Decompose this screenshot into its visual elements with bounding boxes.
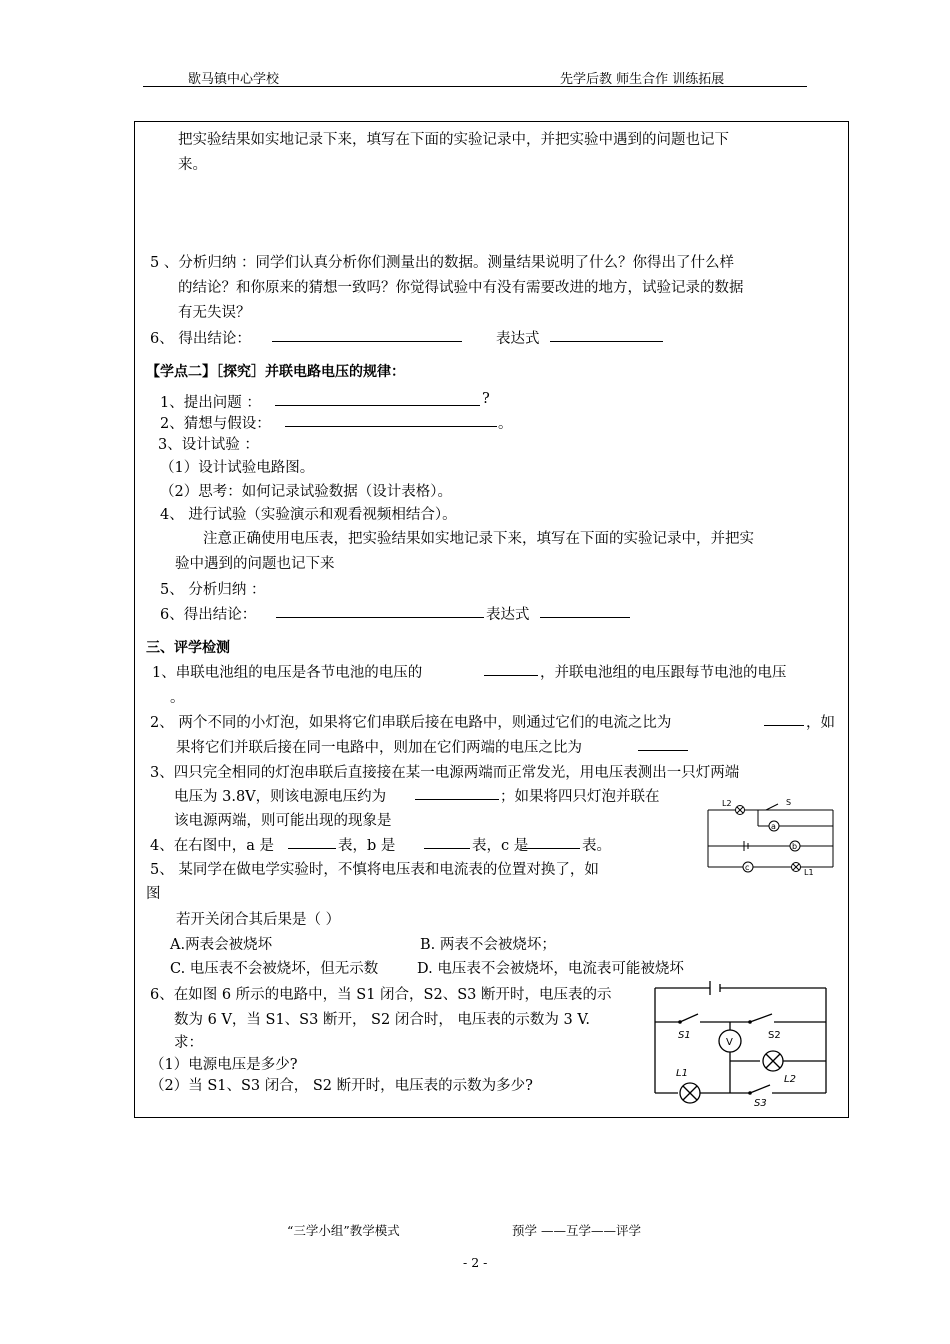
label-s1: S1 — [678, 1030, 691, 1041]
question-label: 6、得出结论： — [160, 607, 257, 623]
label-s2: S2 — [768, 1030, 781, 1041]
answer-blank[interactable] — [764, 711, 804, 726]
header-rule — [143, 86, 807, 87]
exercise-text: 1、串联电池组的电压是各节电池的电压的 — [152, 665, 423, 681]
answer-blank[interactable] — [288, 834, 336, 849]
exercise-text: 果将它们并联后接在同一电路中，则加在它们两端的电压之比为 — [176, 740, 582, 756]
exercise-text: 4、在右图中，a 是 — [150, 838, 274, 854]
question-end: ? — [482, 391, 490, 407]
answer-blank[interactable] — [638, 736, 688, 751]
answer-blank[interactable] — [285, 412, 497, 427]
footer-left: “三学小组”教学模式 — [287, 1223, 400, 1238]
exercise-text: 5、 某同学在做电学实验时，不慎将电压表和电流表的位置对换了，如 — [150, 862, 599, 878]
conclusion-blank[interactable] — [272, 327, 462, 342]
paragraph-line: 验中遇到的问题也记下来 — [175, 556, 335, 572]
paragraph-line: 有无失误？ — [178, 305, 251, 321]
option-b: B. 两表不会被烧坏； — [420, 937, 556, 953]
paragraph-line: 的结论？和你原来的猜想一致吗？你觉得试验中有没有需要改进的地方，试验记录的数据 — [178, 280, 744, 296]
exercise-text: 2、 两个不同的小灯泡，如果将它们串联后接在电路中，则通过它们的电流之比为 — [150, 715, 672, 731]
exercise-text: 6、在如图 6 所示的电路中，当 S1 闭合，S2、S3 断开时，电压表的示 — [150, 987, 612, 1003]
circuit-diagram-2 — [650, 978, 835, 1110]
question-label: 5、 分析归纳 ： — [160, 582, 266, 598]
exercise-text: 表。 — [582, 838, 611, 854]
exercise-text: 图 — [146, 886, 161, 902]
header-motto: 先学后教 师生合作 训练拓展 — [560, 72, 725, 87]
label-l1: L1 — [676, 1068, 688, 1079]
meter-a: a — [771, 822, 776, 831]
expression-blank[interactable] — [540, 603, 630, 618]
section-title: 【学点二】［探究］并联电路电压的规律： — [146, 364, 405, 380]
label-s: S — [786, 798, 792, 807]
paragraph-line: 注意正确使用电压表，把实验结果如实地记录下来，填写在下面的实验记录中，并把实 — [203, 531, 754, 547]
footer-right: 预学 ——互学——评学 — [512, 1223, 641, 1238]
exercise-text: 。 — [170, 690, 185, 706]
answer-blank[interactable] — [415, 785, 499, 800]
option-a: A.两表会被烧坏 — [170, 937, 273, 953]
question-end: 。 — [498, 416, 513, 432]
voltmeter-label: V — [726, 1037, 733, 1048]
exercise-text: 该电源两端，则可能出现的现象是 — [174, 813, 392, 829]
exercise-text: ，并联电池组的电压跟每节电池的电压 — [540, 665, 787, 681]
exercise-text: 3、四只完全相同的灯泡串联后直接接在某一电源两端而正常发光，用电压表测出一只灯两端 — [150, 765, 740, 781]
expression-label: 表达式 — [486, 607, 530, 623]
exercise-text: ，如 — [806, 715, 835, 731]
question-label: 4、 进行试验（实验演示和观看视频相结合）。 — [160, 507, 457, 523]
paragraph-line: 来。 — [178, 157, 207, 173]
circuit-diagram-1 — [700, 795, 840, 885]
label-l2: L2 — [722, 799, 732, 808]
label-l2: L2 — [784, 1074, 796, 1085]
option-c: C. 电压表不会被烧坏，但无示数 — [170, 961, 379, 977]
meter-b: b — [792, 842, 798, 851]
question-item: （1）设计试验电路图。 — [160, 460, 315, 476]
page-number: - 2 - — [463, 1255, 488, 1270]
answer-blank[interactable] — [275, 391, 480, 406]
exercise-text: （1）电源电压是多少? — [150, 1057, 298, 1073]
expression-label: 表达式 — [496, 331, 540, 347]
paragraph-line: 5 、分析归纳 ：同学们认真分析你们测量出的数据。测量结果说明了什么？你得出了什么样 — [150, 255, 734, 271]
question-label: 1、提出问题 ： — [160, 395, 261, 411]
question-label: 2、猜想与假设： — [160, 416, 271, 432]
exercise-text: 求： — [174, 1035, 203, 1051]
meter-c: c — [745, 863, 750, 872]
answer-blank[interactable] — [484, 661, 538, 676]
expression-blank[interactable] — [550, 327, 663, 342]
section-title: 三、评学检测 — [146, 640, 230, 656]
exercise-text: 表，c 是 — [472, 838, 529, 854]
option-d: D. 电压表不会被烧坏，电流表可能被烧坏 — [417, 961, 684, 977]
label-s3: S3 — [754, 1098, 767, 1109]
label-l1: L1 — [804, 868, 814, 877]
exercise-text: 表，b 是 — [338, 838, 396, 854]
exercise-text: 数为 6 V，当 S1、S3 断开， S2 闭合时， 电压表的示数为 3 V. — [174, 1012, 590, 1028]
answer-blank[interactable] — [424, 834, 470, 849]
answer-blank[interactable] — [522, 834, 580, 849]
exercise-text: 若开关闭合其后果是（ ） — [176, 912, 341, 928]
paragraph-line: 把实验结果如实地记录下来，填写在下面的实验记录中，并把实验中遇到的问题也记下 — [178, 132, 729, 148]
question-label: 3、设计试验 ： — [158, 437, 259, 453]
exercise-text: 电压为 3.8V，则该电源电压约为 — [174, 789, 387, 805]
question-item: （2）思考：如何记录试验数据（设计表格）。 — [160, 484, 452, 500]
header-school: 歇马镇中心学校 — [188, 72, 280, 87]
conclusion-label: 6、 得出结论： — [150, 331, 251, 347]
exercise-text: （2）当 S1、S3 闭合， S2 断开时，电压表的示数为多少? — [150, 1078, 533, 1094]
conclusion-blank[interactable] — [276, 603, 484, 618]
exercise-text: ；如果将四只灯泡并联在 — [500, 789, 660, 805]
